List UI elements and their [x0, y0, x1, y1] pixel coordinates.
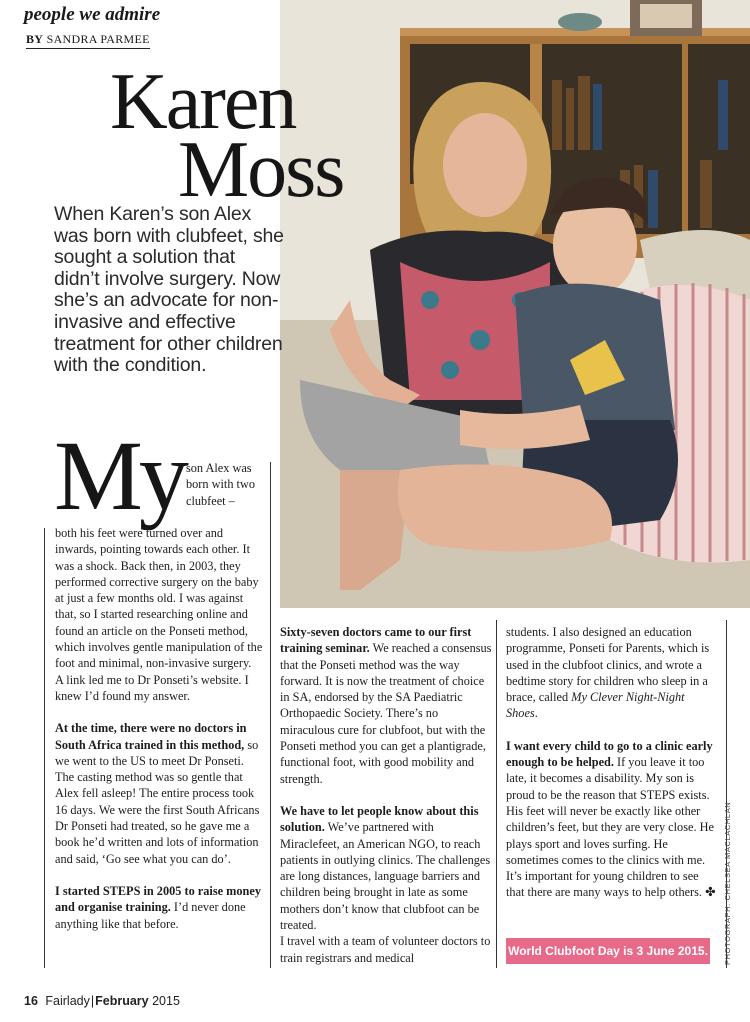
title-first-name: Karen	[110, 58, 296, 146]
paragraph: A link led me to Dr Ponseti’s website. I knew I’d found my answer.	[55, 672, 249, 703]
end-mark-icon: ✤	[705, 885, 716, 900]
paragraph: I travel with a team of volunteer doctors to train registrars and medical	[280, 934, 491, 965]
magazine-name: Fairlady	[45, 994, 90, 1008]
paragraph-lead: We have to let people know about this solution.	[280, 803, 479, 835]
paragraph-body: We reached a consensus that the Ponseti method was the way forward. It is now the treatment of choice in SA, endorsed by the SA Paediatric Orthopaedic Society. There’s no miraculous cure for clubfoot, but with the Ponseti method you can get a plantigrade, functional foot, with good mobility and strength.	[280, 641, 492, 786]
callout-box: World Clubfoot Day is 3 June 2015.	[506, 938, 710, 964]
paragraph-body: so we went to the US to meet Dr Ponseti. The casting method was so gentle that Alex fell asleep! The entire process took 16 days. We were the first South Africans Dr Ponseti had treated, so he gave me a book he’d written and lots of information and said, ‘Go see what you can do’.	[55, 737, 260, 866]
paragraph	[506, 624, 716, 722]
feature-photo	[280, 0, 750, 608]
paragraph	[506, 738, 716, 901]
section-title: people we admire	[24, 4, 161, 25]
column-divider	[44, 528, 45, 968]
paragraph-body: We’ve partnered with Miraclefeet, an American NGO, to reach patients in outlying clinics. The challenges are long distances, language barriers and children being brought in late as some mothers don’t know that clubfoot can be treated.	[280, 820, 491, 933]
paragraph-lead: At the time, there were no doctors in South Africa trained in this method,	[55, 721, 247, 752]
book-title: My Clever Night-Night Shoes	[506, 690, 685, 721]
paragraph	[55, 883, 263, 932]
drop-cap: My	[54, 420, 185, 531]
paragraph-body: I’d never done anything like that before.	[55, 900, 246, 931]
paragraph-lead: Sixty-seven doctors came to our first training seminar.	[280, 625, 472, 656]
paragraph	[55, 720, 263, 867]
paragraph-lead: I started STEPS in 2005 to raise money and organise training.	[55, 883, 261, 915]
byline	[26, 32, 150, 49]
paragraph	[280, 624, 492, 787]
dropcap-side-text: son Alex was born with two clubfeet –	[186, 461, 255, 508]
column-divider	[270, 462, 271, 968]
paragraph-end: .	[534, 706, 538, 721]
paragraph-body: students. I also designed an education programme, Ponseti for Parents, which is used in the clubfoot clinics, and wrote a bedtime story for children who sleep in a brace, called	[506, 625, 710, 705]
title-last-name: Moss	[178, 126, 344, 214]
page-number: 16	[24, 994, 38, 1008]
paragraph-body: If you leave it too late, it becomes a disability. My son is proud to be the reason that STEPS exists. His feet will never be exactly like other children’s feet, but they are very close. He plays sport and loves surfing. He sometimes comes to the clinics with me. It’s important for young children to see that there are many ways to help others.	[506, 755, 714, 900]
issue-year: 2015	[152, 994, 180, 1008]
author-name: SANDRA PARMEE	[46, 32, 150, 46]
paragraph	[280, 803, 492, 933]
paragraph: both his feet were turned over and inwards, pointing towards each other. It was a shock. Back then, in 2003, they performed corrective surgery on the baby at just a few months old. I was against that, so I started researching online and found an article on the Ponseti method, which involves gentle manipulation of the foot and minimal, non-invasive surgery.	[55, 526, 263, 671]
issue-month: February	[95, 994, 149, 1008]
footer-separator: |	[90, 994, 95, 1008]
page-footer	[24, 994, 180, 1008]
article-column-1	[55, 525, 263, 948]
intro-standfirst: When Karen’s son Alex was born with clubfeet, she sought a solution that didn’t involve surgery. Now she’s an advocate for non-invasive and effective treatment for other children with the condition.	[54, 203, 284, 377]
column-divider	[496, 620, 497, 968]
photo-credit: PHOTOGRAPH: CHELSEA MACLACHLAN	[723, 801, 732, 965]
byline-label: BY	[26, 32, 44, 46]
article-column-3	[506, 624, 716, 917]
article-column-2	[280, 624, 492, 982]
paragraph-lead: I want every child to go to a clinic early enough to be helped.	[506, 738, 713, 770]
mother-son-photo-illustration	[280, 0, 750, 608]
